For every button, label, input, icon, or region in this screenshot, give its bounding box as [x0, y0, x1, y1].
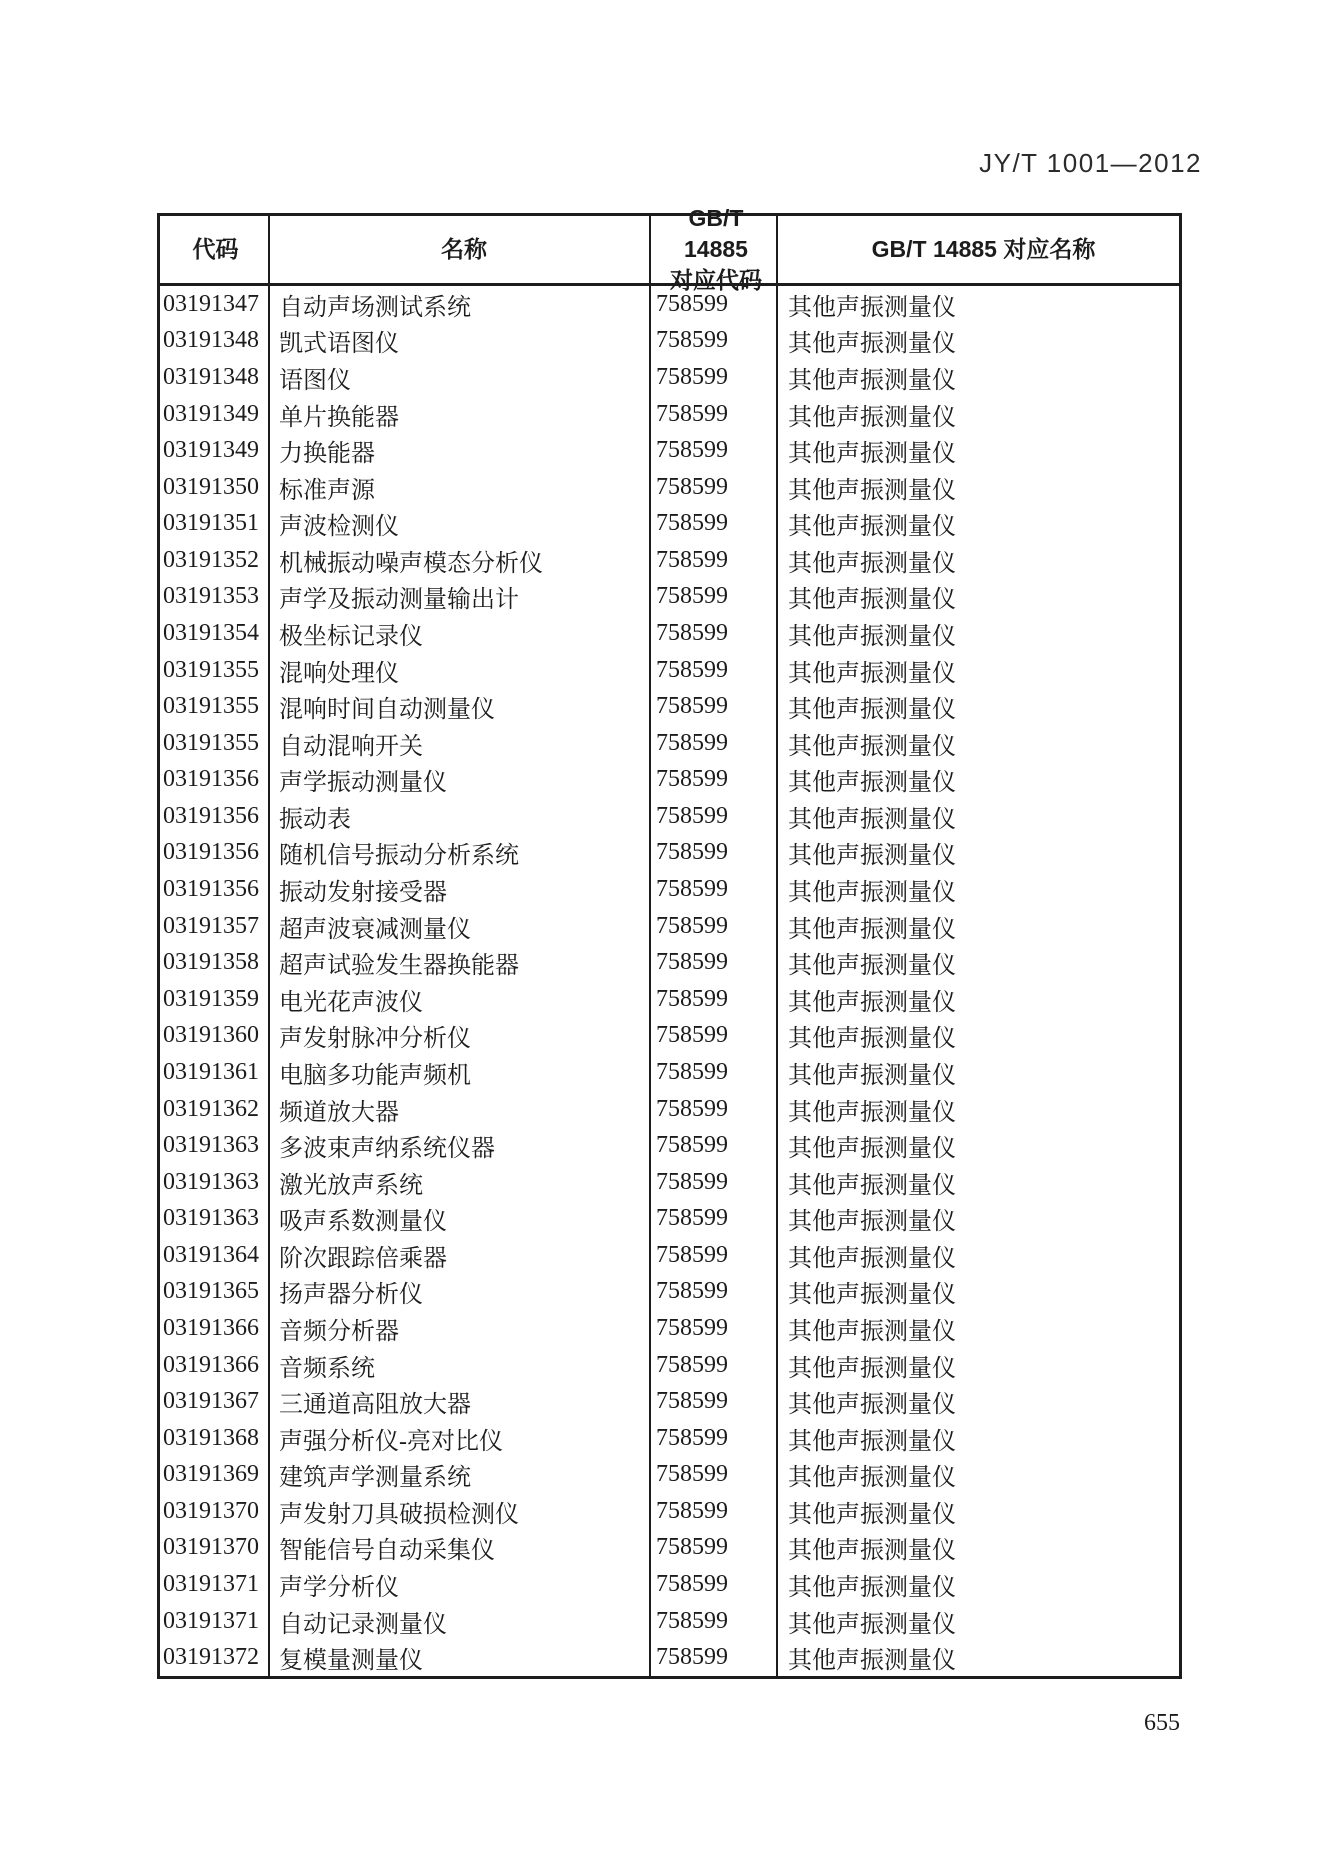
cell-code: 03191351 — [160, 505, 270, 542]
table-row — [160, 725, 1179, 762]
cell-gbt-code: 758599 — [651, 359, 778, 396]
cell-code: 03191348 — [160, 323, 270, 360]
cell-gbt-name: 其他声振测量仪 — [788, 1136, 956, 1163]
cell-name: 复模量测量仪 — [270, 1639, 651, 1676]
cell-gbt-code: 758599 — [651, 1603, 778, 1640]
column-header-code — [160, 216, 270, 283]
cell-gbt-code: 758599 — [651, 396, 778, 433]
cell-gbt-name: 其他声振测量仪 — [788, 477, 956, 504]
cell-name: 超声试验发生器换能器 — [270, 944, 651, 981]
cell-code: 03191365 — [160, 1274, 270, 1311]
table-row — [160, 323, 1179, 360]
cell-name: 音频系统 — [270, 1347, 651, 1384]
cell-code: 03191356 — [160, 871, 270, 908]
cell-gbt-name: 其他声振测量仪 — [788, 733, 956, 760]
cell-gbt-code: 758599 — [651, 1493, 778, 1530]
cell-code: 03191347 — [160, 286, 270, 323]
column-header-code-label: 代码 — [192, 235, 239, 262]
cell-name: 力换能器 — [270, 432, 651, 469]
table-row — [160, 944, 1179, 981]
cell-gbt-name: 其他声振测量仪 — [788, 1501, 956, 1528]
cell-gbt-code: 758599 — [651, 323, 778, 360]
cell-gbt-name: 其他声振测量仪 — [788, 514, 956, 541]
cell-gbt-code: 758599 — [651, 579, 778, 616]
table-row — [160, 1420, 1179, 1457]
cell-gbt-name: 其他声振测量仪 — [788, 1062, 956, 1089]
cell-code: 03191356 — [160, 835, 270, 872]
table-row — [160, 1639, 1179, 1676]
cell-gbt-code: 758599 — [651, 1420, 778, 1457]
column-header-gbt-code-line2: 对应代码 — [670, 267, 762, 294]
table-row — [160, 1018, 1179, 1055]
cell-name: 智能信号自动采集仪 — [270, 1530, 651, 1567]
cell-code: 03191360 — [160, 1018, 270, 1055]
cell-gbt-code: 758599 — [651, 1530, 778, 1567]
cell-name: 声学及振动测量输出计 — [270, 579, 651, 616]
table-row — [160, 762, 1179, 799]
table-row — [160, 469, 1179, 506]
cell-name: 混响时间自动测量仪 — [270, 688, 651, 725]
table-row — [160, 1164, 1179, 1201]
cell-code: 03191359 — [160, 981, 270, 1018]
cell-code: 03191367 — [160, 1383, 270, 1420]
cell-gbt-name: 其他声振测量仪 — [788, 1099, 956, 1126]
cell-name: 三通道高阻放大器 — [270, 1383, 651, 1420]
cell-gbt-name: 其他声振测量仪 — [788, 623, 956, 650]
cell-gbt-code: 758599 — [651, 725, 778, 762]
cell-code: 03191355 — [160, 652, 270, 689]
cell-code: 03191368 — [160, 1420, 270, 1457]
page-number: 655 — [1144, 1710, 1180, 1736]
cell-name: 混响处理仪 — [270, 652, 651, 689]
cell-name: 凯式语图仪 — [270, 323, 651, 360]
cell-gbt-name: 其他声振测量仪 — [788, 331, 956, 358]
table-row — [160, 286, 1179, 323]
table-row — [160, 396, 1179, 433]
cell-code: 03191369 — [160, 1457, 270, 1494]
table-row — [160, 688, 1179, 725]
table-row — [160, 908, 1179, 945]
cell-name: 单片换能器 — [270, 396, 651, 433]
code-mapping-table — [157, 204, 1182, 1679]
cell-name: 自动记录测量仪 — [270, 1603, 651, 1640]
table-row — [160, 871, 1179, 908]
table-row — [160, 1274, 1179, 1311]
cell-gbt-name: 其他声振测量仪 — [788, 697, 956, 724]
cell-code: 03191366 — [160, 1310, 270, 1347]
cell-code: 03191362 — [160, 1091, 270, 1128]
cell-gbt-name: 其他声振测量仪 — [788, 770, 956, 797]
column-header-gbt-name — [778, 216, 1179, 283]
cell-gbt-code: 758599 — [651, 1091, 778, 1128]
table-row — [160, 359, 1179, 396]
cell-code: 03191358 — [160, 944, 270, 981]
cell-gbt-code: 758599 — [651, 981, 778, 1018]
cell-gbt-name: 其他声振测量仪 — [788, 660, 956, 687]
table-row — [160, 652, 1179, 689]
cell-name: 声波检测仪 — [270, 505, 651, 542]
cell-name: 自动声场测试系统 — [270, 286, 651, 323]
cell-code: 03191354 — [160, 615, 270, 652]
cell-gbt-name: 其他声振测量仪 — [788, 916, 956, 943]
cell-gbt-name: 其他声振测量仪 — [788, 1172, 956, 1199]
cell-gbt-name: 其他声振测量仪 — [788, 1282, 956, 1309]
table-row — [160, 1566, 1179, 1603]
cell-gbt-name: 其他声振测量仪 — [788, 294, 956, 321]
cell-name: 频道放大器 — [270, 1091, 651, 1128]
cell-gbt-code: 758599 — [651, 469, 778, 506]
column-header-name — [270, 216, 651, 283]
table-header-row — [160, 204, 1179, 294]
table-row — [160, 432, 1179, 469]
cell-gbt-name: 其他声振测量仪 — [788, 953, 956, 980]
table-row — [160, 798, 1179, 835]
table-row — [160, 981, 1179, 1018]
cell-code: 03191372 — [160, 1639, 270, 1676]
table-row — [160, 1054, 1179, 1091]
cell-code: 03191361 — [160, 1054, 270, 1091]
cell-name: 吸声系数测量仪 — [270, 1200, 651, 1237]
cell-name: 标准声源 — [270, 469, 651, 506]
cell-gbt-code: 758599 — [651, 1566, 778, 1603]
table-row — [160, 1200, 1179, 1237]
cell-gbt-code: 758599 — [651, 871, 778, 908]
cell-gbt-name: 其他声振测量仪 — [788, 367, 956, 394]
cell-code: 03191349 — [160, 396, 270, 433]
cell-name: 电脑多功能声频机 — [270, 1054, 651, 1091]
cell-gbt-code: 758599 — [651, 615, 778, 652]
table-row — [160, 579, 1179, 616]
cell-gbt-name: 其他声振测量仪 — [788, 1465, 956, 1492]
cell-code: 03191356 — [160, 798, 270, 835]
cell-code: 03191353 — [160, 579, 270, 616]
table-row — [160, 1530, 1179, 1567]
cell-gbt-code: 758599 — [651, 1639, 778, 1676]
table-row — [160, 1091, 1179, 1128]
cell-code: 03191355 — [160, 688, 270, 725]
cell-code: 03191349 — [160, 432, 270, 469]
cell-code: 03191357 — [160, 908, 270, 945]
cell-gbt-name: 其他声振测量仪 — [788, 404, 956, 431]
cell-gbt-code: 758599 — [651, 286, 778, 323]
cell-name: 振动表 — [270, 798, 651, 835]
cell-gbt-code: 758599 — [651, 432, 778, 469]
cell-gbt-code: 758599 — [651, 944, 778, 981]
cell-code: 03191366 — [160, 1347, 270, 1384]
cell-gbt-code: 758599 — [651, 1054, 778, 1091]
cell-gbt-code: 758599 — [651, 1457, 778, 1494]
cell-gbt-code: 758599 — [651, 835, 778, 872]
cell-code: 03191363 — [160, 1164, 270, 1201]
cell-code: 03191355 — [160, 725, 270, 762]
cell-code: 03191350 — [160, 469, 270, 506]
cell-gbt-code: 758599 — [651, 505, 778, 542]
cell-name: 机械振动噪声模态分析仪 — [270, 542, 651, 579]
cell-code: 03191371 — [160, 1566, 270, 1603]
cell-name: 阶次跟踪倍乘器 — [270, 1237, 651, 1274]
table-row — [160, 1127, 1179, 1164]
cell-code: 03191352 — [160, 542, 270, 579]
column-header-gbt-code-line1: GB/T 14885 — [684, 204, 748, 262]
cell-name: 声强分析仪-亮对比仪 — [270, 1420, 651, 1457]
cell-gbt-name: 其他声振测量仪 — [788, 880, 956, 907]
cell-name: 声发射刀具破损检测仪 — [270, 1493, 651, 1530]
cell-code: 03191356 — [160, 762, 270, 799]
cell-code: 03191370 — [160, 1493, 270, 1530]
cell-name: 电光花声波仪 — [270, 981, 651, 1018]
cell-gbt-code: 758599 — [651, 1274, 778, 1311]
cell-gbt-name: 其他声振测量仪 — [788, 843, 956, 870]
cell-gbt-code: 758599 — [651, 1018, 778, 1055]
column-header-gbt-name-label: GB/T 14885 对应名称 — [871, 235, 1096, 262]
cell-gbt-code: 758599 — [651, 652, 778, 689]
cell-gbt-code: 758599 — [651, 1237, 778, 1274]
table-row — [160, 1603, 1179, 1640]
cell-gbt-code: 758599 — [651, 908, 778, 945]
column-header-name-label: 名称 — [441, 235, 487, 262]
standard-number-header: JY/T 1001—2012 — [979, 148, 1202, 178]
table-row — [160, 1310, 1179, 1347]
cell-gbt-name: 其他声振测量仪 — [788, 1026, 956, 1053]
cell-gbt-code: 758599 — [651, 1127, 778, 1164]
table-row — [160, 1457, 1179, 1494]
cell-gbt-code: 758599 — [651, 1164, 778, 1201]
cell-gbt-code: 758599 — [651, 1383, 778, 1420]
cell-code: 03191363 — [160, 1200, 270, 1237]
cell-name: 随机信号振动分析系统 — [270, 835, 651, 872]
cell-name: 极坐标记录仪 — [270, 615, 651, 652]
cell-name: 声发射脉冲分析仪 — [270, 1018, 651, 1055]
cell-gbt-code: 758599 — [651, 1200, 778, 1237]
column-header-gbt-code — [651, 204, 778, 294]
cell-gbt-code: 758599 — [651, 542, 778, 579]
table-body — [160, 286, 1179, 1676]
cell-name: 声学分析仪 — [270, 1566, 651, 1603]
cell-gbt-name: 其他声振测量仪 — [788, 587, 956, 614]
table-row — [160, 542, 1179, 579]
cell-name: 建筑声学测量系统 — [270, 1457, 651, 1494]
cell-gbt-code: 758599 — [651, 1347, 778, 1384]
cell-gbt-name: 其他声振测量仪 — [788, 550, 956, 577]
cell-name: 扬声器分析仪 — [270, 1274, 651, 1311]
cell-gbt-name: 其他声振测量仪 — [788, 1648, 956, 1675]
cell-gbt-name: 其他声振测量仪 — [788, 441, 956, 468]
cell-gbt-code: 758599 — [651, 1310, 778, 1347]
cell-name: 超声波衰减测量仪 — [270, 908, 651, 945]
cell-gbt-name: 其他声振测量仪 — [788, 1355, 956, 1382]
cell-gbt-name: 其他声振测量仪 — [788, 806, 956, 833]
table-row — [160, 1383, 1179, 1420]
cell-gbt-name: 其他声振测量仪 — [788, 989, 956, 1016]
cell-gbt-name: 其他声振测量仪 — [788, 1575, 956, 1602]
cell-code: 03191371 — [160, 1603, 270, 1640]
table-row — [160, 1237, 1179, 1274]
cell-name: 激光放声系统 — [270, 1164, 651, 1201]
cell-gbt-name: 其他声振测量仪 — [788, 1538, 956, 1565]
cell-code: 03191363 — [160, 1127, 270, 1164]
cell-gbt-name: 其他声振测量仪 — [788, 1318, 956, 1345]
cell-gbt-name: 其他声振测量仪 — [788, 1392, 956, 1419]
table-row — [160, 505, 1179, 542]
cell-name: 多波束声纳系统仪器 — [270, 1127, 651, 1164]
cell-gbt-name: 其他声振测量仪 — [788, 1209, 956, 1236]
table-row — [160, 1347, 1179, 1384]
cell-code: 03191370 — [160, 1530, 270, 1567]
table-row — [160, 615, 1179, 652]
cell-gbt-code: 758599 — [651, 688, 778, 725]
cell-code: 03191364 — [160, 1237, 270, 1274]
cell-name: 声学振动测量仪 — [270, 762, 651, 799]
cell-gbt-name: 其他声振测量仪 — [788, 1245, 956, 1272]
table-row — [160, 835, 1179, 872]
table-row — [160, 1493, 1179, 1530]
cell-name: 音频分析器 — [270, 1310, 651, 1347]
cell-name: 语图仪 — [270, 359, 651, 396]
cell-gbt-code: 758599 — [651, 798, 778, 835]
cell-gbt-name: 其他声振测量仪 — [788, 1428, 956, 1455]
cell-name: 自动混响开关 — [270, 725, 651, 762]
cell-name: 振动发射接受器 — [270, 871, 651, 908]
cell-code: 03191348 — [160, 359, 270, 396]
cell-gbt-name: 其他声振测量仪 — [788, 1611, 956, 1638]
cell-gbt-code: 758599 — [651, 762, 778, 799]
